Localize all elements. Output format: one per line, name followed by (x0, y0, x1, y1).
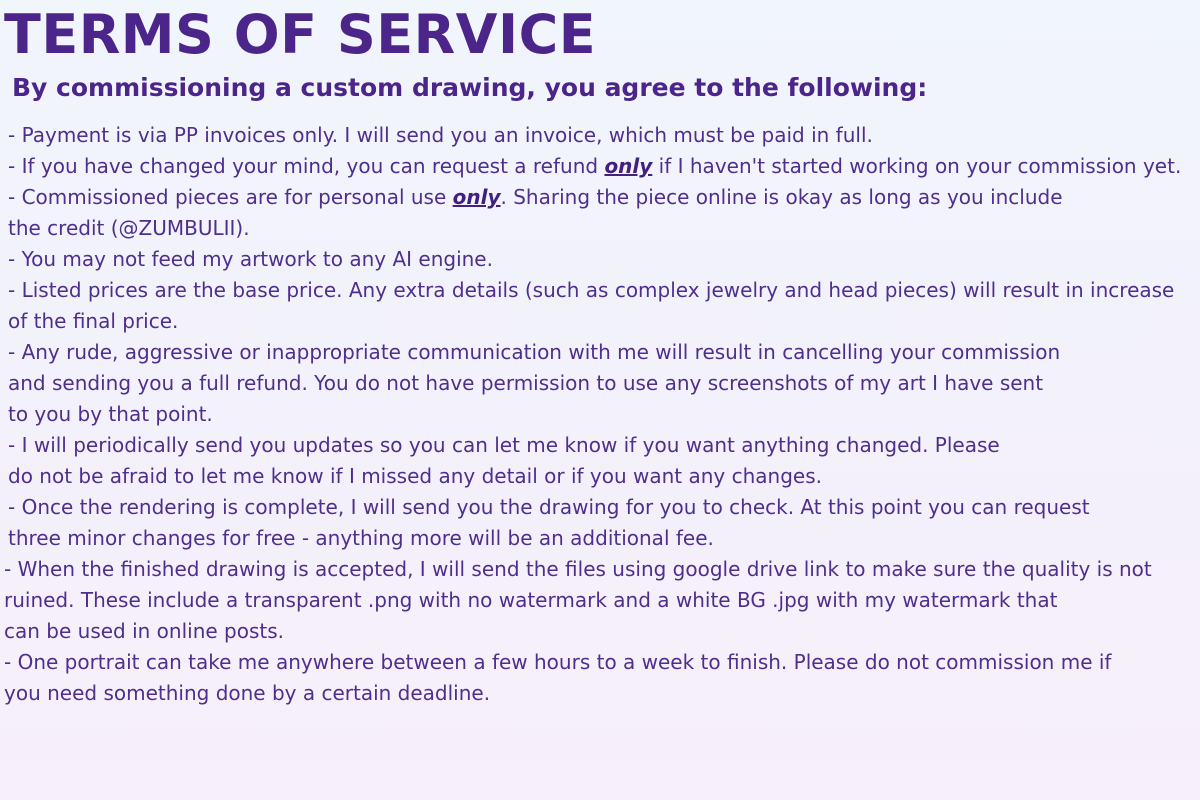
term-refund-text: - If you have changed your mind, you can request a refund (8, 154, 605, 178)
term-finished-continued: ruined. These include a transparent .png with no watermark and a white BG .jpg with my watermark that (4, 588, 1058, 612)
term-personal-use-text-end: . Sharing the piece online is okay as long as you include (500, 185, 1063, 209)
page-subtitle: By commissioning a custom drawing, you agree to the following: (12, 73, 928, 102)
term-portrait: - One portrait can take me anywhere between a few hours to a week to finish. Please do not commission me if (4, 650, 1112, 674)
term-refund (0, 151, 1200, 182)
term-rendering: - Once the rendering is complete, I will send you the drawing for you to check. At this point you can request (8, 495, 1090, 519)
term-finished: - When the finished drawing is accepted, I will send the files using google drive link to make sure the quality is not (4, 557, 1152, 581)
term-rude: - Any rude, aggressive or inappropriate communication with me will result in cancelling your commission (8, 340, 1061, 364)
term-updates: - I will periodically send you updates so you can let me know if you want anything changed. Please (8, 433, 1000, 457)
term-personal-use-continued: the credit (@ZUMBULII). (8, 216, 250, 240)
term-rude-continued: and sending you a full refund. You do not have permission to use any screenshots of my art I have sent (8, 371, 1044, 395)
page-title: TERMS OF SERVICE (4, 3, 597, 66)
term-prices-continued: of the final price. (8, 309, 179, 333)
terms-list (0, 120, 1200, 709)
term-prices: - Listed prices are the base price. Any extra details (such as complex jewelry and head pieces) will result in increase (8, 278, 1175, 302)
term-refund-emphasis: only (604, 154, 653, 178)
term-payment: - Payment is via PP invoices only. I will send you an invoice, which must be paid in full. (8, 123, 873, 147)
term-rude-continued-2: to you by that point. (8, 402, 213, 426)
term-refund-text-end: if I haven't started working on your commission yet. (652, 154, 1182, 178)
term-personal-use-text: - Commissioned pieces are for personal use (8, 185, 453, 209)
term-ai: - You may not feed my artwork to any AI engine. (8, 247, 493, 271)
term-personal-use (0, 182, 1200, 213)
term-portrait-continued: you need something done by a certain deadline. (4, 681, 491, 705)
term-personal-use-emphasis: only (452, 185, 501, 209)
term-finished-continued-2: can be used in online posts. (4, 619, 285, 643)
term-rendering-continued: three minor changes for free - anything more will be an additional fee. (8, 526, 714, 550)
term-updates-continued: do not be afraid to let me know if I missed any detail or if you want any changes. (8, 464, 823, 488)
